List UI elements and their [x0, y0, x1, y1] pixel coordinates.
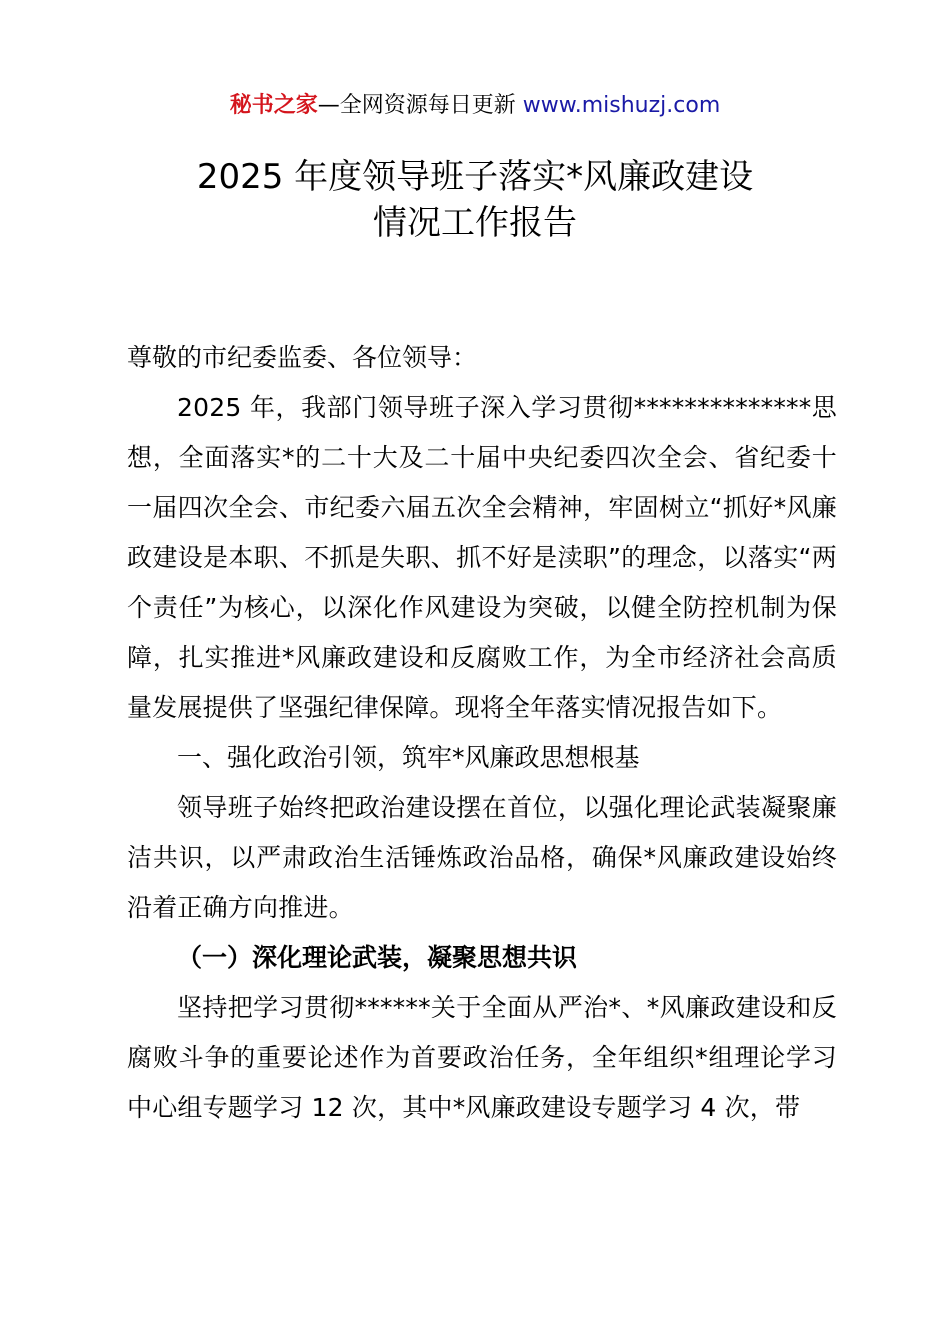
intro-paragraph: 2025 年，我部门领导班子深入学习贯彻**************思想，全面落实*的二十大及二十届中央纪委四次全会、省纪委十一届四次全会、市纪委六届五次全会精神，牢固树立“抓好*风廉政建设是本职、不抓是失职、抓不好是渎职”的理念，以落实“两个责任”为核心，以深化作风建设为突破，以健全防控机制为保障，扎实推进*风廉政建设和反腐败工作，为全市经济社会高质量发展提供了坚强纪律保障。现将全年落实情况报告如下。 [127, 393, 837, 722]
document-body [127, 333, 837, 1133]
greeting: 尊敬的市纪委监委、各位领导： [127, 343, 478, 372]
subsection-heading-1: （一）深化理论武装，凝聚思想共识 [177, 943, 578, 972]
section-1-paragraph: 领导班子始终把政治建设摆在首位，以强化理论武装凝聚廉洁共识，以严肃政治生活锤炼政治品格，确保*风廉政建设始终沿着正确方向推进。 [127, 793, 837, 922]
header-tagline: —全网资源每日更新 [317, 93, 516, 118]
section-heading-1: 一、强化政治引领，筑牢*风廉政思想根基 [177, 743, 640, 772]
site-header [0, 86, 950, 126]
subsection-1-paragraph: 坚持把学习贯彻******关于全面从严治*、*风廉政建设和反腐败斗争的重要论述作为首要政治任务，全年组织*组理论学习中心组专题学习 12 次，其中*风廉政建设专题学习 4 次，带 [127, 993, 837, 1122]
title-line-1: 2025 年度领导班子落实*风廉政建设 [196, 157, 754, 197]
brand-name: 秘书之家 [229, 93, 318, 118]
document-title [0, 154, 950, 246]
site-url-link[interactable]: www.mishuzj.com [522, 93, 721, 118]
title-line-2: 情况工作报告 [373, 203, 577, 243]
